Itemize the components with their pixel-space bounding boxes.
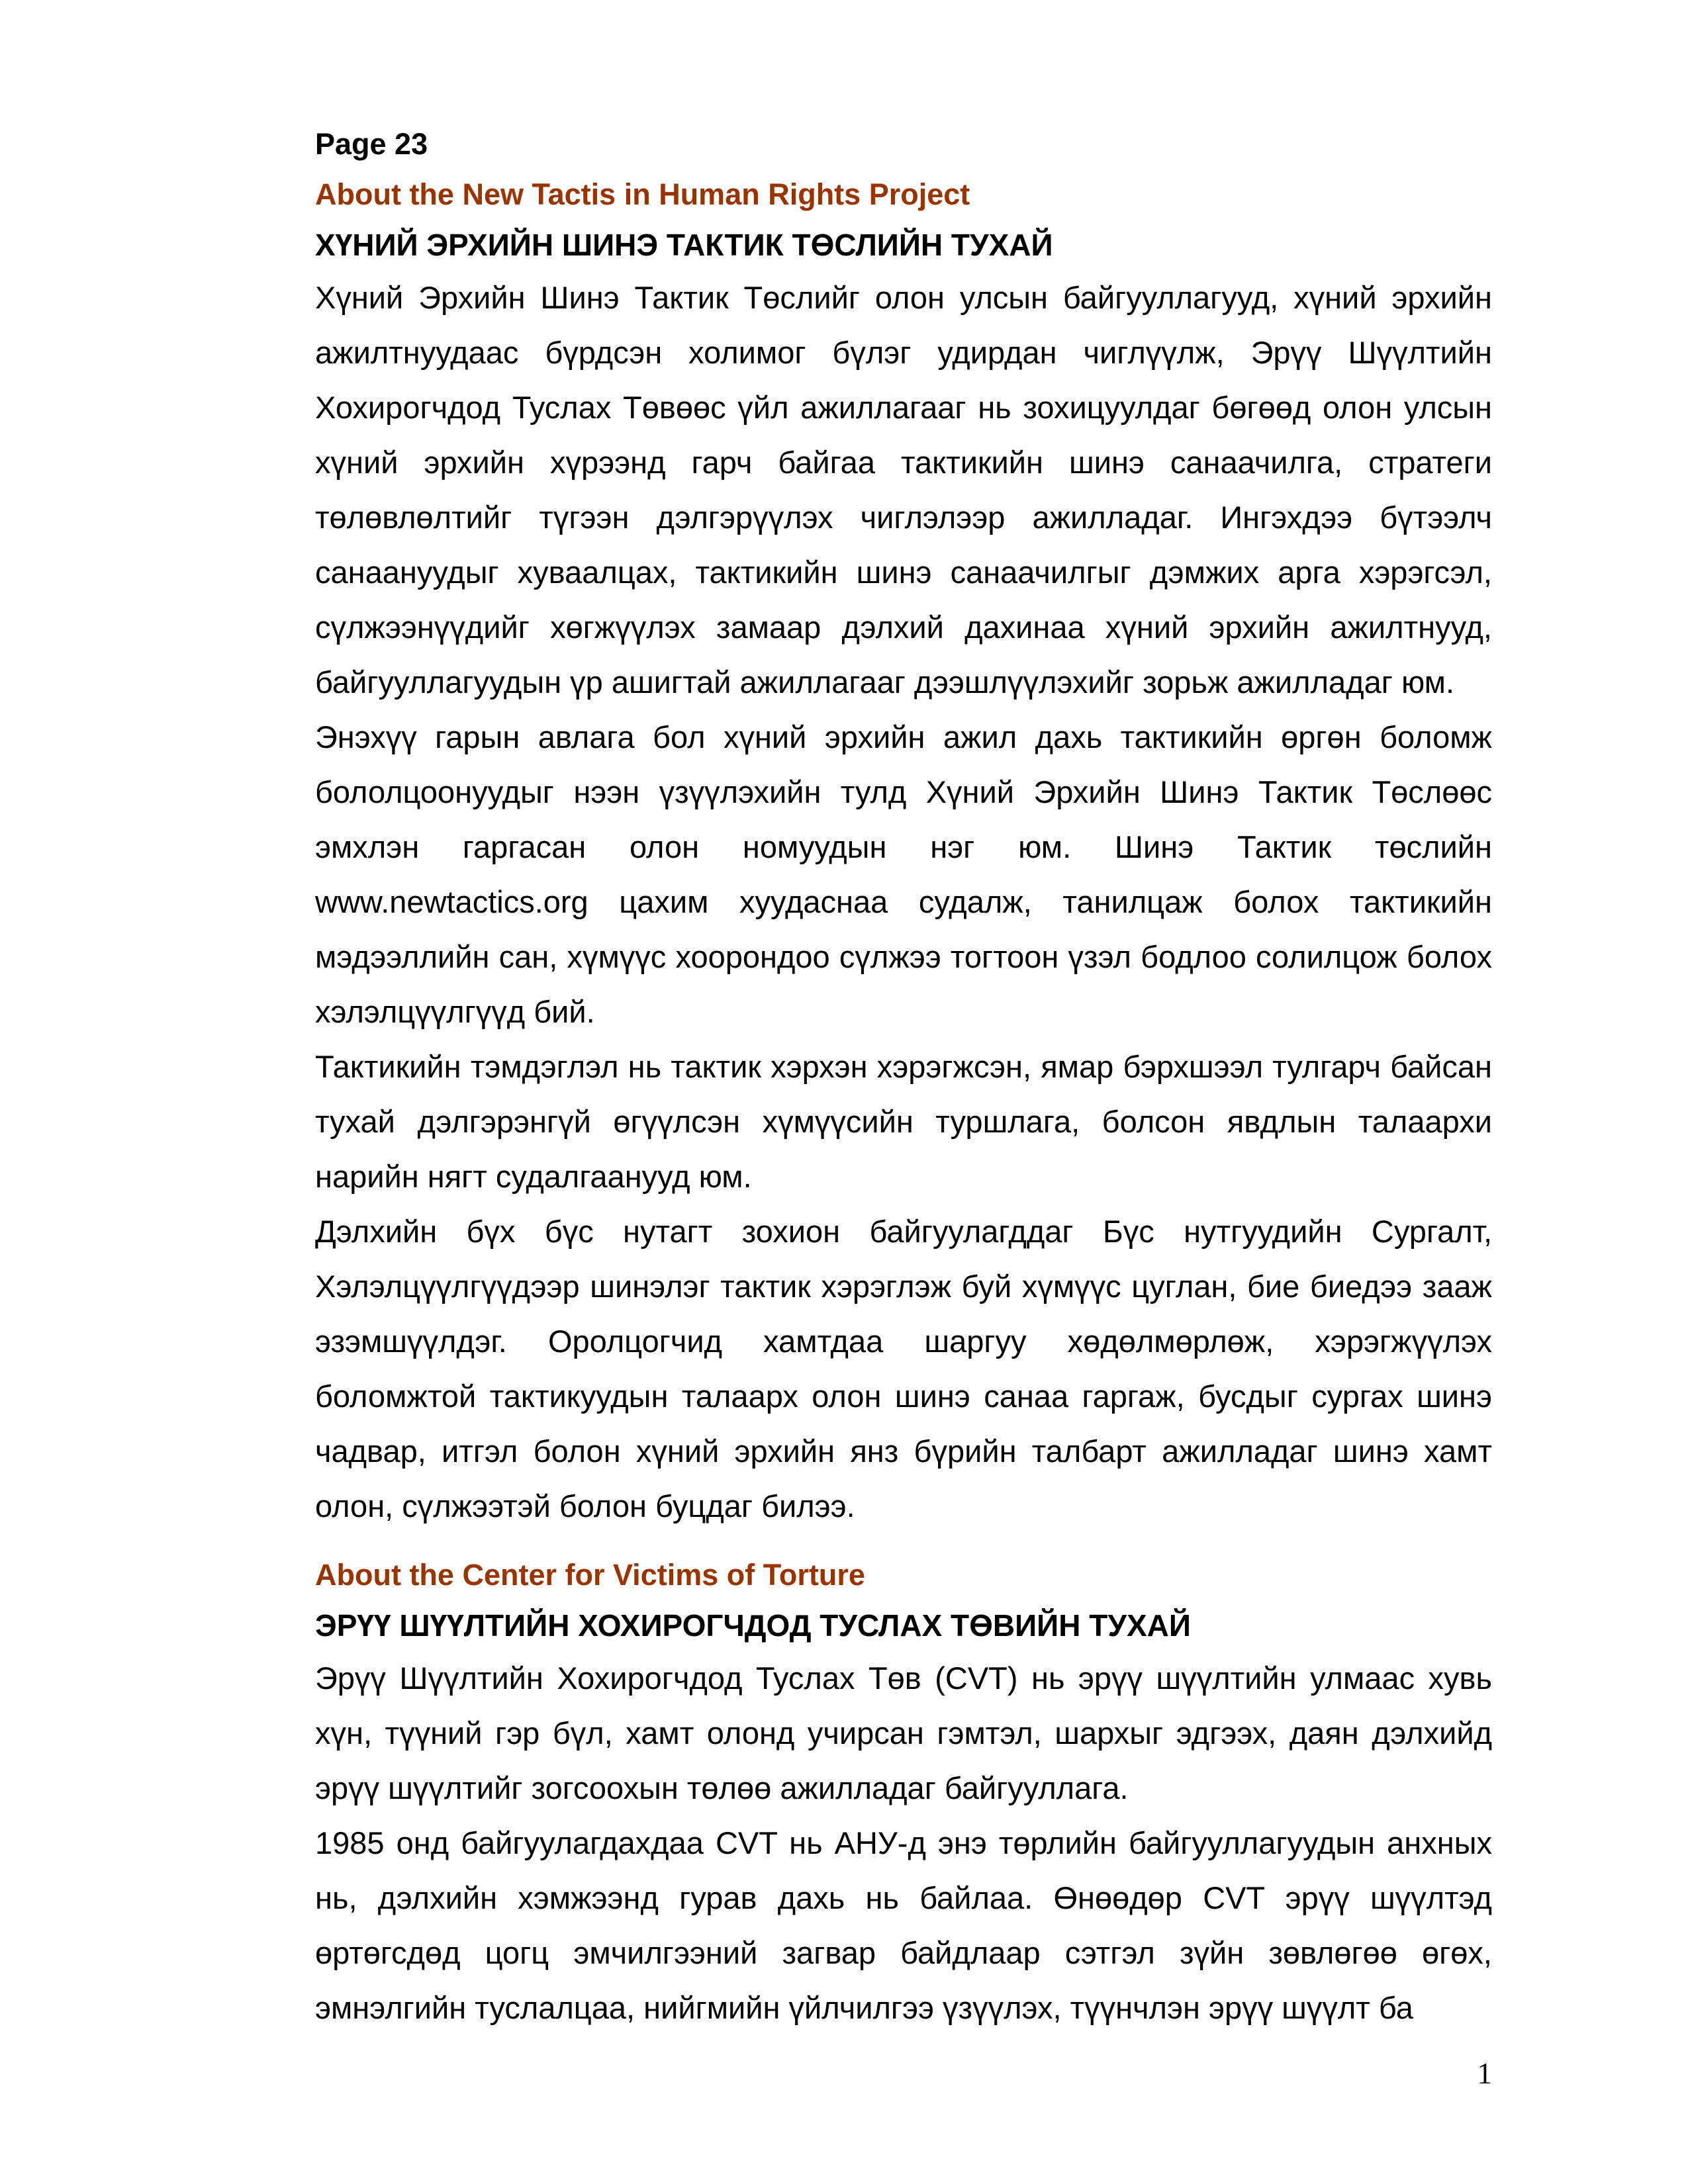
section-body — [315, 1651, 1492, 2035]
text-column — [315, 119, 1492, 2035]
paragraph: Энэхүү гарын авлага бол хүний эрхийн ажил дахь тактикийн өргөн боломж бололцоонуудыг нээн үзүүлэхийн тулд Хүний Эрхийн Шинэ Тактик Төслөөс эмхлэн гаргасан олон номуудын нэг юм. Шинэ Тактик төслийн www.newtactics.org цахим хуудаснаа судалж, танилцаж болох тактикийн мэдээллийн сан, хүмүүс хоорондоо сүлжээ тогтоон үзэл бодлоо солилцож болох хэлэлцүүлгүүд бий. — [315, 719, 1492, 1029]
section-heading-mongolian: ЭРҮҮ ШҮҮЛТИЙН ХОХИРОГЧДОД ТУСЛАХ ТӨВИЙН ТУХАЙ — [315, 1608, 1191, 1643]
paragraph: Дэлхийн бүх бүс нутагт зохион байгуулагддаг Бүс нутгуудийн Сургалт, Хэлэлцүүлгүүдээр шинэлэг тактик хэрэглэж буй хүмүүс цуглан, бие биедээ зааж эзэмшүүлдэг. Оролцогчид хамтдаа шаргуу хөдөлмөрлөж, хэрэгжүүлэх боломжтой тактикуудын талаарх олон шинэ санаа гаргаж, бусдыг сургах шинэ чадвар, итгэл болон хүний эрхийн янз бүрийн талбарт ажилладаг шинэ хамт олон, сүлжээтэй болон буцдаг билээ. — [315, 1214, 1492, 1524]
paragraph: 1985 онд байгуулагдахдаа CVT нь АНУ-д энэ төрлийн байгууллагуудын анхных нь, дэлхийн хэмжээнд гурав дахь нь байлаа. Өнөөдөр CVT эрүү шүүлтэд өртөгсдөд цогц эмчилгээний загвар байдлаар сэтгэл зүйн зөвлөгөө өгөх, эмнэлгийн туслалцаа, нийгмийн үйлчилгээ үзүүлэх, түүнчлэн эрүү шүүлт ба — [315, 1825, 1492, 2025]
paragraph: Хүний Эрхийн Шинэ Тактик Төслийг олон улсын байгууллагууд, хүний эрхийн ажилтнуудаас бүрдсэн холимог бүлэг удирдан чиглүүлж, Эрүү Шүүлтийн Хохирогчдод Туслах Төвөөс үйл ажиллагааг нь зохицуулдаг бөгөөд олон улсын хүний эрхийн хүрээнд гарч байгаа тактикийн шинэ санаачилга, стратеги төлөвлөлтийг түгээн дэлгэрүүлэх чиглэлээр ажилладаг. Ингэхдээ бүтээлч санаануудыг хуваалцах, тактикийн шинэ санаачилгыг дэмжих арга хэрэгсэл, сүлжээнүүдийг хөгжүүлэх замаар дэлхий дахинаа хүний эрхийн ажилтнууд, байгууллагуудын үр ашигтай ажиллагааг дээшлүүлэхийг зорьж ажилладаг юм. — [315, 280, 1492, 700]
section-heading-mongolian: ХҮНИЙ ЭРХИЙН ШИНЭ ТАКТИК ТӨСЛИЙН ТУХАЙ — [315, 228, 1053, 262]
footer-page-number: 1 — [1477, 2057, 1492, 2090]
section-new-tactics — [315, 169, 1492, 1533]
page-label: Page 23 — [315, 127, 428, 161]
section-heading-english: About the Center for Victims of Torture — [315, 1558, 865, 1592]
paragraph: Тактикийн тэмдэглэл нь тактик хэрхэн хэрэгжсэн, ямар бэрхшээл тулгарч байсан тухай дэлгэрэнгүй өгүүлсэн хүмүүсийн туршлага, болсон явдлын талаархи нарийн нягт судалгаанууд юм. — [315, 1049, 1492, 1194]
section-cvt — [315, 1550, 1492, 2035]
section-body — [315, 270, 1492, 1533]
section-heading-english: About the New Tactis in Human Rights Project — [315, 177, 970, 211]
paragraph: Эрүү Шүүлтийн Хохирогчдод Туслах Төв (CVT) нь эрүү шүүлтийн улмаас хувь хүн, түүний гэр бүл, хамт олонд учирсан гэмтэл, шархыг эдгээх, даян дэлхийд эрүү шүүлтийг зогсоохын төлөө ажилладаг байгууллага. — [315, 1661, 1492, 1805]
